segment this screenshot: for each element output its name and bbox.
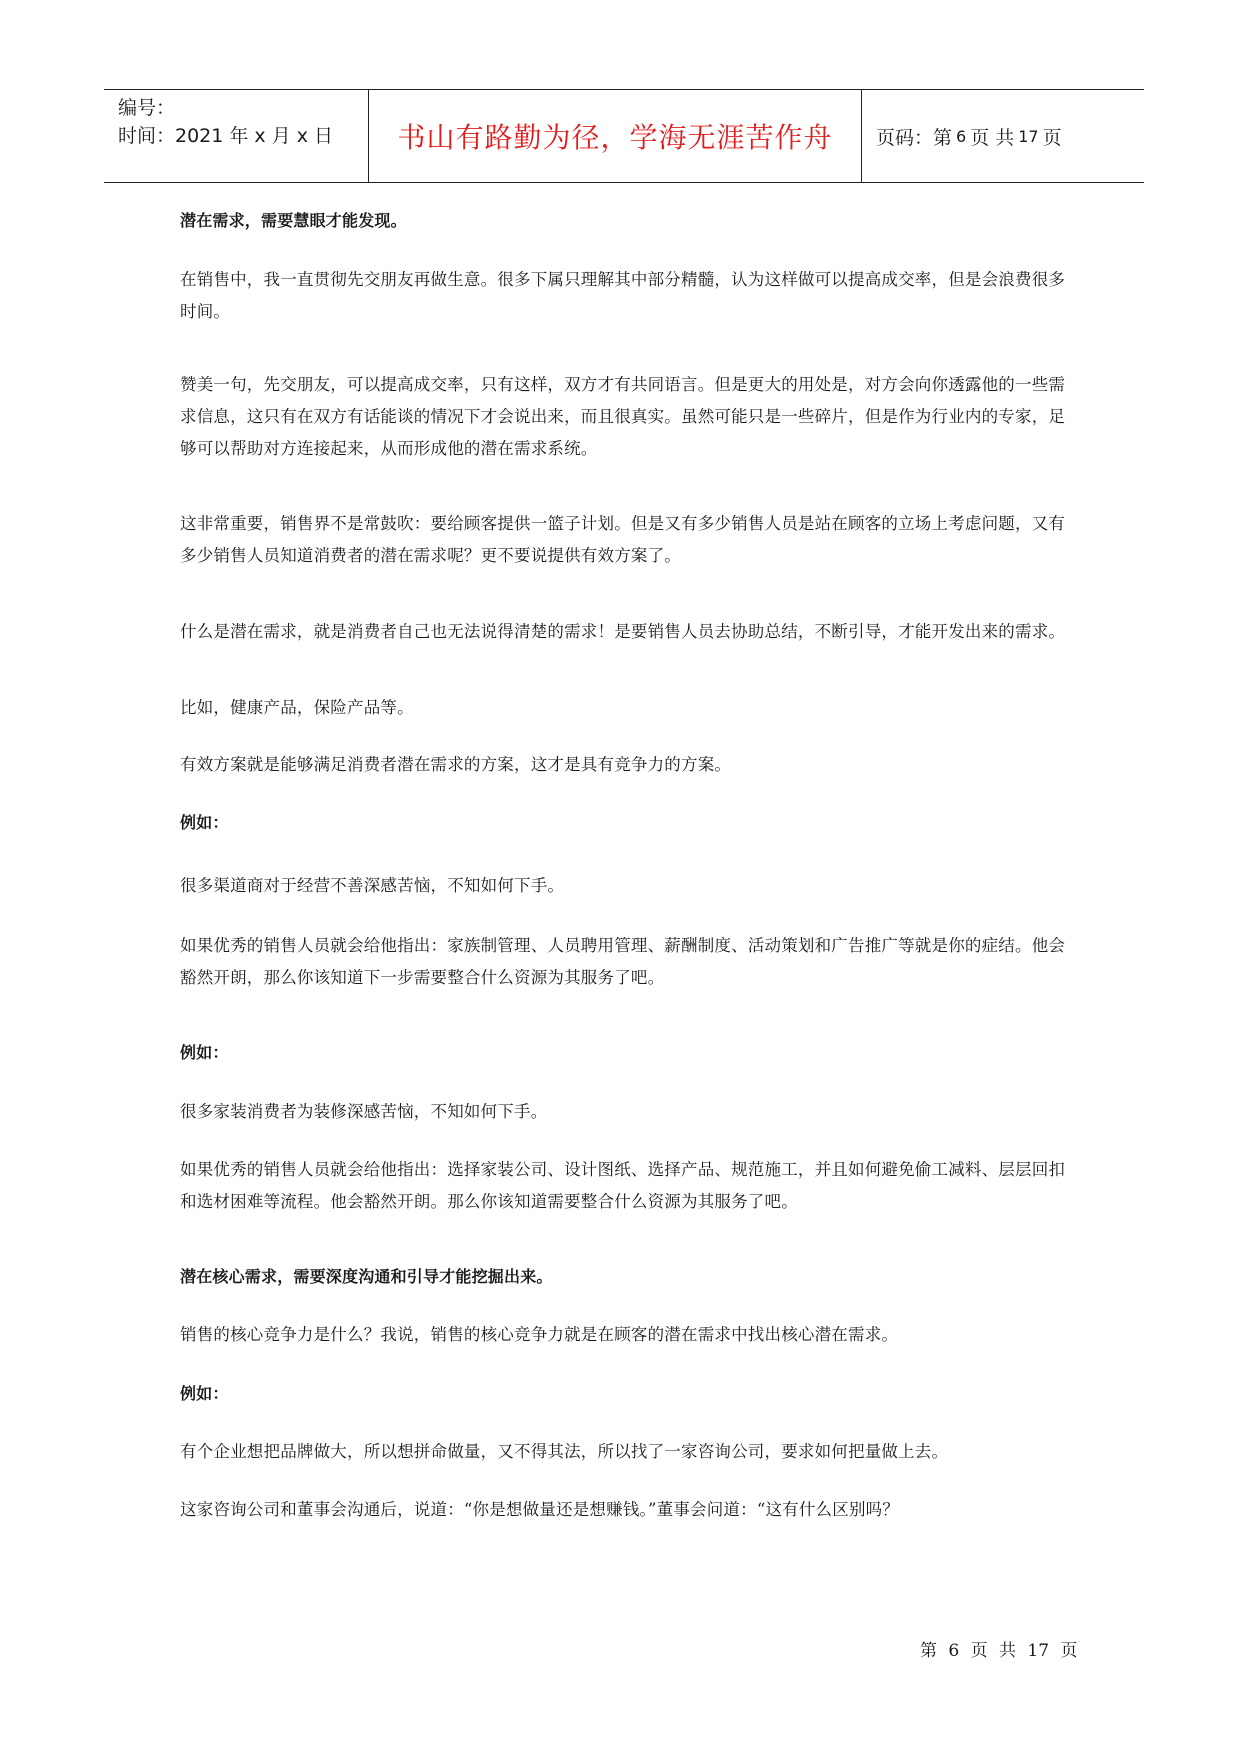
body-paragraph: 很多渠道商对于经营不善深感苦恼，不知如何下手。 <box>180 876 565 895</box>
body-paragraph: 如果优秀的销售人员就会给他指出：选择家装公司、设计图纸、选择产品、规范施工，并且如何避免偷工减料、层层回扣和选材困难等流程。他会豁然开朗。那么你该知道需要整合什么资源为其服务了吧。 <box>180 1160 1066 1211</box>
header-motto: 书山有路勤为径，学海无涯苦作舟 <box>369 90 862 182</box>
body-paragraph: 销售的核心竞争力是什么？我说，销售的核心竞争力就是在顾客的潜在需求中找出核心潜在需求。 <box>180 1325 899 1344</box>
document-number-label: 编号： <box>118 97 176 119</box>
section-heading: 例如： <box>180 813 229 832</box>
section-heading: 例如： <box>180 1384 229 1403</box>
body-paragraph: 什么是潜在需求，就是消费者自己也无法说得清楚的需求！是要销售人员去协助总结，不断引导，才能开发出来的需求。 <box>180 622 1066 641</box>
page-label-prefix: 页码：第 <box>876 126 953 149</box>
page-total: 17 <box>1018 126 1039 146</box>
section-heading: 潜在核心需求，需要深度沟通和引导才能挖掘出来。 <box>180 1267 553 1286</box>
page-label-suffix: 页 <box>1042 126 1062 149</box>
page-label-middle: 页 共 <box>970 126 1015 149</box>
body-paragraph: 很多家装消费者为装修深感苦恼，不知如何下手。 <box>180 1102 548 1121</box>
page-header <box>104 89 1144 183</box>
section-heading: 潜在需求，需要慧眼才能发现。 <box>180 211 407 230</box>
body-paragraph: 有效方案就是能够满足消费者潜在需求的方案，这才是具有竞争力的方案。 <box>180 755 732 774</box>
header-page-number <box>862 90 1144 182</box>
page-footer: 第 6 页 共 17 页 <box>920 1641 1078 1661</box>
section-heading: 例如： <box>180 1043 229 1062</box>
body-paragraph: 赞美一句，先交朋友，可以提高成交率，只有这样，双方才有共同语言。但是更大的用处是，对方会向你透露他的一些需求信息，这只有在双方有话能谈的情况下才会说出来，而且很真实。虽然可能只是一些碎片，但是作为行业内的专家，足够可以帮助对方连接起来，从而形成他的潜在需求系统。 <box>180 375 1066 458</box>
body-paragraph: 有个企业想把品牌做大，所以想拼命做量，又不得其法，所以找了一家咨询公司，要求如何把量做上去。 <box>180 1442 949 1461</box>
body-paragraph: 这家咨询公司和董事会沟通后，说道：“你是想做量还是想赚钱。”董事会问道：“这有什么区别吗？ <box>180 1500 900 1519</box>
body-paragraph: 如果优秀的销售人员就会给他指出：家族制管理、人员聘用管理、薪酬制度、活动策划和广告推广等就是你的症结。他会豁然开朗，那么你该知道下一步需要整合什么资源为其服务了吧。 <box>180 936 1066 987</box>
body-paragraph: 比如，健康产品，保险产品等。 <box>180 698 414 717</box>
body-paragraph: 在销售中，我一直贯彻先交朋友再做生意。很多下属只理解其中部分精髓，认为这样做可以提高成交率，但是会浪费很多时间。 <box>180 270 1066 321</box>
document-date: 时间：2021 年 x 月 x 日 <box>118 125 334 147</box>
page-current: 6 <box>956 126 967 146</box>
header-meta <box>104 90 369 182</box>
body-paragraph: 这非常重要，销售界不是常鼓吹：要给顾客提供一篮子计划。但是又有多少销售人员是站在顾客的立场上考虑问题，又有多少销售人员知道消费者的潜在需求呢？更不要说提供有效方案了。 <box>180 514 1066 565</box>
